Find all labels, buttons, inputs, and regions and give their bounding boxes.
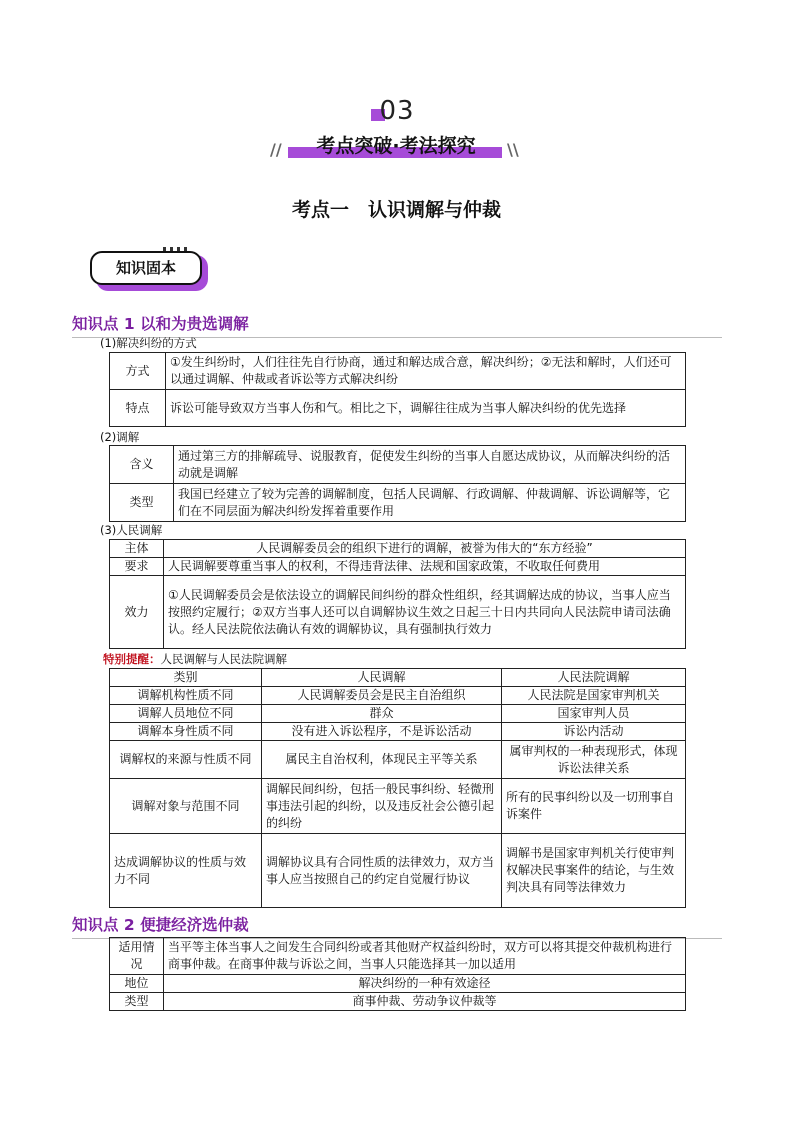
table-cell: 调解对象与范围不同 bbox=[110, 779, 262, 834]
column-header: 人民法院调解 bbox=[502, 669, 686, 687]
row-header: 要求 bbox=[110, 558, 164, 576]
knowledge-badge: 知识固本 bbox=[90, 251, 202, 285]
table-header-row bbox=[110, 669, 686, 687]
table-cell: 人民法院是国家审判机关 bbox=[502, 687, 686, 705]
row-header: 方式 bbox=[110, 353, 166, 390]
table-row bbox=[110, 741, 686, 779]
slash-decoration-right: \\ bbox=[507, 140, 519, 159]
row-header: 地位 bbox=[110, 975, 164, 993]
special-note-label: 特别提醒： bbox=[103, 652, 161, 666]
table-row bbox=[110, 938, 686, 975]
subsection-label: (3)人民调解 bbox=[100, 523, 163, 537]
table-row bbox=[110, 484, 686, 522]
table-cell: 调解机构性质不同 bbox=[110, 687, 262, 705]
table-cell: 属民主自治权利，体现民主平等关系 bbox=[262, 741, 502, 779]
special-note bbox=[103, 651, 287, 667]
table-row bbox=[110, 390, 686, 427]
row-text: 诉讼可能导致双方当事人伤和气。相比之下，调解往往成为当事人解决纠纷的优先选择 bbox=[166, 390, 686, 427]
column-header: 类别 bbox=[110, 669, 262, 687]
comparison-table bbox=[109, 668, 686, 908]
table-row bbox=[110, 705, 686, 723]
row-text: ①人民调解委员会是依法设立的调解民间纠纷的群众性组织，经其调解达成的协议，当事人应当按照约定履行；②双方当事人还可以自调解协议生效之日起三十日内共同向人民法院申请司法确认。经人民法院依法确认有效的调解协议，具有强制执行效力 bbox=[164, 576, 686, 649]
dispute-methods-table bbox=[109, 352, 686, 427]
row-text: 当平等主体当事人之间发生合同纠纷或者其他财产权益纠纷时，双方可以将其提交仲裁机构进行商事仲裁。在商事仲裁与诉讼之间，当事人只能选择其一加以适用 bbox=[164, 938, 686, 975]
row-header: 主体 bbox=[110, 540, 164, 558]
table-row bbox=[110, 993, 686, 1011]
knowledge-point-2-title: 知识点 2 便捷经济选仲裁 bbox=[72, 913, 722, 939]
table-cell: 调解民间纠纷，包括一般民事纠纷、轻微刑事违法引起的纠纷，以及违反社会公德引起的纠纷 bbox=[262, 779, 502, 834]
arbitration-table bbox=[109, 937, 686, 1011]
table-row bbox=[110, 975, 686, 993]
table-cell: 国家审判人员 bbox=[502, 705, 686, 723]
table-cell: 达成调解协议的性质与效力不同 bbox=[110, 834, 262, 908]
row-text: 商事仲裁、劳动争议仲裁等 bbox=[164, 993, 686, 1011]
row-text: 人民调解委员会的组织下进行的调解，被誉为伟大的“东方经验” bbox=[164, 540, 686, 558]
row-header: 类型 bbox=[110, 993, 164, 1011]
topic-title: 考点一 认识调解与仲裁 bbox=[291, 199, 501, 221]
table-row bbox=[110, 779, 686, 834]
table-row bbox=[110, 540, 686, 558]
knowledge-point-1-title: 知识点 1 以和为贵选调解 bbox=[72, 312, 722, 338]
table-cell: 人民调解委员会是民主自治组织 bbox=[262, 687, 502, 705]
table-cell: 调解权的来源与性质不同 bbox=[110, 741, 262, 779]
row-header: 适用情况 bbox=[110, 938, 164, 975]
table-row bbox=[110, 558, 686, 576]
table-cell: 诉讼内活动 bbox=[502, 723, 686, 741]
row-header: 特点 bbox=[110, 390, 166, 427]
row-text: 通过第三方的排解疏导、说服教育，促使发生纠纷的当事人自愿达成协议，从而解决纠纷的活动就是调解 bbox=[174, 446, 686, 484]
row-text: 解决纠纷的一种有效途径 bbox=[164, 975, 686, 993]
section-number: 03 bbox=[379, 96, 415, 126]
table-row bbox=[110, 576, 686, 649]
table-cell: 调解协议具有合同性质的法律效力，双方当事人应当按照自己的约定自觉履行协议 bbox=[262, 834, 502, 908]
column-header: 人民调解 bbox=[262, 669, 502, 687]
row-text: 我国已经建立了较为完善的调解制度，包括人民调解、行政调解、仲裁调解、诉讼调解等，它们在不同层面为解决纠纷发挥着重要作用 bbox=[174, 484, 686, 522]
special-note-text: 人民调解与人民法院调解 bbox=[160, 652, 287, 666]
table-row bbox=[110, 353, 686, 390]
section-title: 考点突破·考法探究 bbox=[316, 135, 476, 157]
slash-decoration-left: // bbox=[270, 140, 282, 159]
table-row bbox=[110, 834, 686, 908]
table-cell: 调解本身性质不同 bbox=[110, 723, 262, 741]
table-row bbox=[110, 446, 686, 484]
table-cell: 调解人员地位不同 bbox=[110, 705, 262, 723]
table-cell: 调解书是国家审判机关行使审判权解决民事案件的结论，与生效判决具有同等法律效力 bbox=[502, 834, 686, 908]
table-row bbox=[110, 723, 686, 741]
row-header: 效力 bbox=[110, 576, 164, 649]
subsection-label: (2)调解 bbox=[100, 430, 140, 444]
table-cell: 所有的民事纠纷以及一切刑事自诉案件 bbox=[502, 779, 686, 834]
row-header: 含义 bbox=[110, 446, 174, 484]
mediation-table bbox=[109, 445, 686, 522]
table-cell: 属审判权的一种表现形式，体现诉讼法律关系 bbox=[502, 741, 686, 779]
table-row bbox=[110, 687, 686, 705]
table-cell: 群众 bbox=[262, 705, 502, 723]
row-header: 类型 bbox=[110, 484, 174, 522]
people-mediation-table bbox=[109, 539, 686, 649]
row-text: ①发生纠纷时，人们往往先自行协商，通过和解达成合意，解决纠纷；②无法和解时，人们还可以通过调解、仲裁或者诉讼等方式解决纠纷 bbox=[166, 353, 686, 390]
row-text: 人民调解要尊重当事人的权利，不得违背法律、法规和国家政策，不收取任何费用 bbox=[164, 558, 686, 576]
subsection-label: (1)解决纠纷的方式 bbox=[100, 336, 197, 350]
table-cell: 没有进入诉讼程序，不是诉讼活动 bbox=[262, 723, 502, 741]
